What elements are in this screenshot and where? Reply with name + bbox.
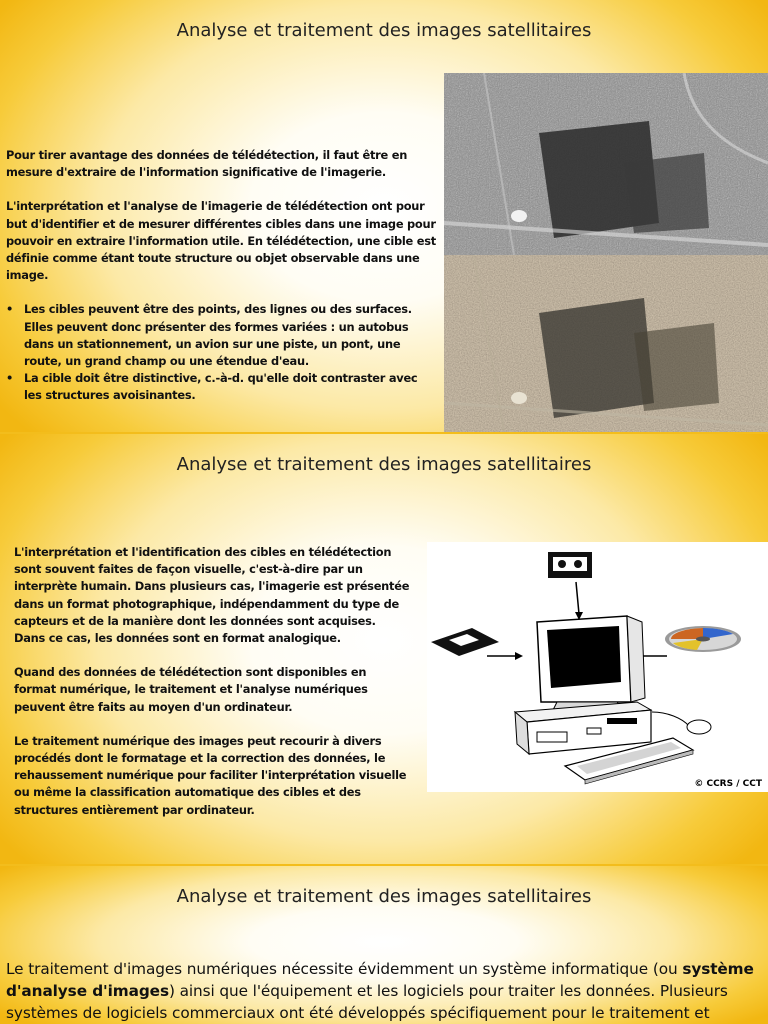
satellite-image — [444, 73, 768, 432]
slide-2 — [0, 434, 768, 864]
paragraph: Pour tirer avantage des données de télédétection, il faut être en mesure d'extraire de l'information significative de l'imagerie. — [6, 148, 408, 180]
bullet-list — [6, 301, 438, 404]
slide-3 — [0, 866, 768, 1024]
computer-illustration — [427, 542, 768, 792]
computer-diagram — [427, 542, 768, 792]
image-credit: © CCRS / CCT — [694, 779, 762, 789]
cd-icon — [665, 626, 741, 652]
slide-title: Analyse et traitement des images satellitaires — [176, 20, 592, 41]
tape-icon — [548, 552, 592, 578]
monitor-icon — [537, 616, 645, 710]
computer-case-icon — [515, 702, 651, 754]
paragraph: L'interprétation et l'analyse de l'imagerie de télédétection ont pour but d'identifier et de mesurer différentes cibles dans une image pour pouvoir en extraire l'information utile. En télédétection, une cible est définie comme étant toute structure ou objet observable dans une image. — [6, 199, 436, 283]
slide-title: Analyse et traitement des images satellitaires — [176, 454, 592, 475]
slide-1 — [0, 0, 768, 432]
paragraph: Le traitement numérique des images peut recourir à divers procédés dont le formatage et la correction des données, le rehaussement numérique pour faciliter l'interprétation visuelle ou même la classification automatique des cibles et des structures entièrement par ordinateur. — [14, 733, 407, 817]
paragraph: Quand des données de télédétection sont disponibles en format numérique, le traitement et l'analyse numériques peuvent être faits au moyen d'un ordinateur. — [14, 665, 368, 714]
slide-title: Analyse et traitement des images satellitaires — [176, 886, 592, 907]
mouse-icon — [687, 720, 711, 734]
slide-3-text: Le traitement d'images numériques nécessite évidemment un système informatique (ou système d'analyse d'images) ainsi que l'équipement et les logiciels pour traiter les données. Plusieurs systèmes de logiciels commerciaux ont été développés spécifiquement pour le traitement et — [6, 960, 754, 1022]
slide-2-text — [14, 544, 410, 819]
floppy-disk-icon — [431, 628, 499, 656]
slide-1-text — [6, 147, 438, 405]
bullet-item: • Les cibles peuvent être des points, des lignes ou des surfaces. Elles peuvent donc présenter des formes variées : un autobus dans un stationnement, un avion sur une piste, un pont, une route, un grand champ ou une étendue d'eau. — [6, 301, 438, 370]
bullet-item: • La cible doit être distinctive, c.-à-d. qu'elle doit contraster avec les structures avoisinantes. — [6, 370, 438, 404]
paragraph: L'interprétation et l'identification des cibles en télédétection sont souvent faites de façon visuelle, c'est-à-dire par un interprète humain. Dans plusieurs cas, l'imagerie est présentée dans un format photographique, indépendamment du type de capteurs et de la manière dont les données sont acquises. Dans ce cas, les données sont en format analogique. — [14, 545, 410, 646]
